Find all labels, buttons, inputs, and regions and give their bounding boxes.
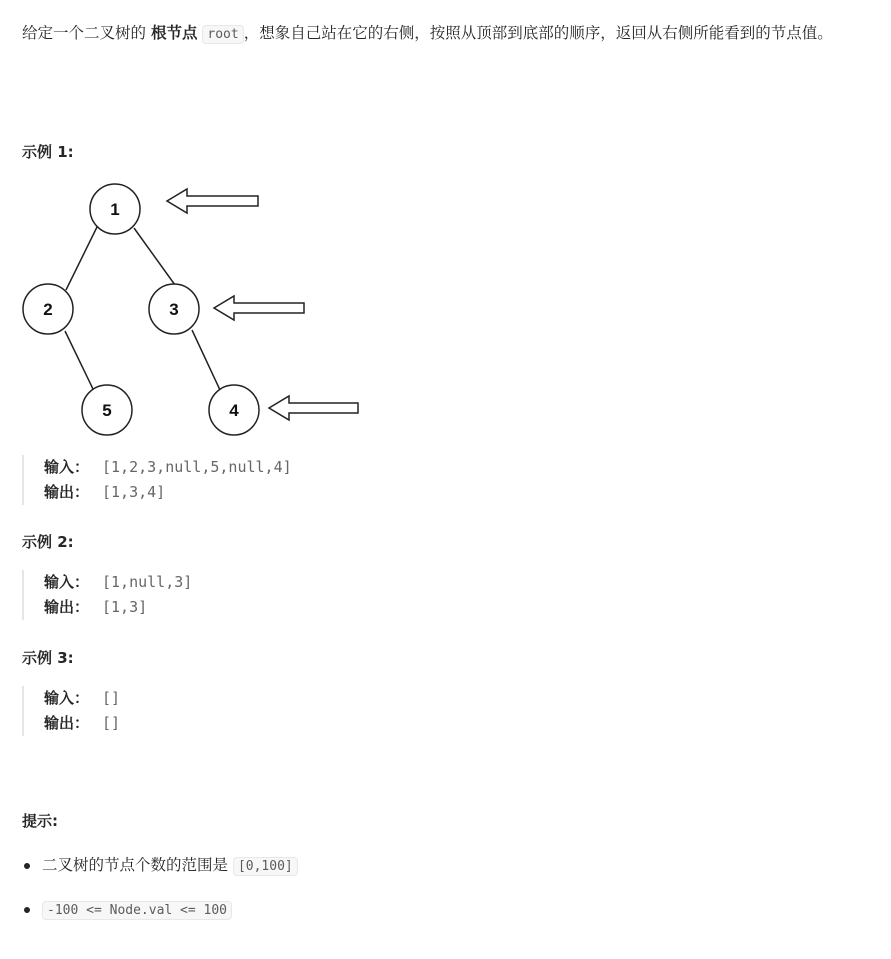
example-1-block <box>22 455 292 505</box>
node-label: 4 <box>229 401 239 420</box>
output-label: 输出： <box>44 714 90 732</box>
node-label: 5 <box>102 401 112 420</box>
input-value: [1,null,3] <box>102 573 193 591</box>
hint-item <box>22 853 298 879</box>
hint-text: 二叉树的节点个数的范围是 <box>42 856 233 874</box>
input-label: 输入： <box>44 573 90 591</box>
example-2-title: 示例 2: <box>22 533 74 551</box>
example-1-title: 示例 1: <box>22 143 74 161</box>
tree-diagram <box>0 0 400 445</box>
arrow-left-icon <box>269 396 358 420</box>
desc-text-after: ，想象自己站在它的右侧，按照从顶部到底部的顺序，返回从右侧所能看到的节点值。 <box>243 24 833 42</box>
example-3-title: 示例 3: <box>22 649 74 667</box>
desc-text: 给定一个二叉树的 <box>22 24 151 42</box>
desc-code: root <box>202 25 243 44</box>
output-value: [] <box>102 714 121 732</box>
hints-list <box>22 853 298 923</box>
output-label: 输出： <box>44 483 90 501</box>
edge <box>65 331 93 389</box>
hint-item <box>22 897 298 923</box>
output-label: 输出： <box>44 598 90 616</box>
hints-title: 提示: <box>22 812 58 830</box>
input-value: [1,2,3,null,5,null,4] <box>102 458 292 476</box>
hint-code: [0,100] <box>233 857 298 876</box>
hint-code: -100 <= Node.val <= 100 <box>42 901 232 920</box>
output-value: [1,3] <box>102 598 148 616</box>
node-label: 2 <box>43 300 53 319</box>
node-label: 1 <box>110 200 120 219</box>
input-value: [] <box>102 689 121 707</box>
input-label: 输入： <box>44 458 90 476</box>
edge <box>192 330 220 390</box>
arrow-left-icon <box>214 296 304 320</box>
desc-bold: 根节点 <box>150 24 198 42</box>
arrow-left-icon <box>167 189 258 213</box>
example-3-block <box>22 686 120 736</box>
example-2-block <box>22 570 192 620</box>
edge <box>134 228 175 285</box>
input-label: 输入： <box>44 689 90 707</box>
output-value: [1,3,4] <box>102 483 166 501</box>
node-label: 3 <box>169 300 179 319</box>
edge <box>66 227 97 290</box>
